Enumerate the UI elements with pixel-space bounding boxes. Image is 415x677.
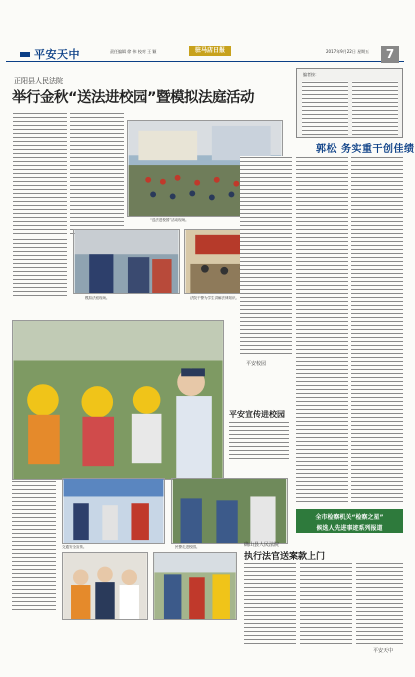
promo-caption-column	[12, 480, 56, 610]
masthead	[6, 46, 409, 60]
masthead-rule	[6, 61, 404, 62]
lead-kicker: 正阳县人民法院	[14, 77, 63, 85]
section-title: 平安天中	[34, 48, 80, 61]
lead-caption-2: 模拟法庭现场。	[85, 296, 110, 300]
promo-photo-students	[62, 552, 148, 620]
profile-text-column-1	[296, 156, 348, 504]
promo-logo: 平安校园	[246, 361, 267, 367]
promo-photo-traffic	[62, 478, 165, 544]
promo-caption-1: 交通安全宣传。	[62, 545, 87, 549]
lead-text-column-1	[13, 112, 67, 234]
lead-caption-3: 法院干警为学生讲解法律知识。	[190, 296, 239, 300]
series-banner	[296, 509, 403, 533]
lead-photo-court	[73, 229, 180, 294]
promo-caption-2: 民警走进校园。	[175, 545, 200, 549]
footer-logo: 平安天中	[373, 648, 394, 654]
bottom-title: 执行法官送案款上门	[244, 552, 326, 562]
promo-photo-main	[12, 320, 224, 480]
promo-photo-police	[171, 478, 288, 544]
lead-caption-1: “送法进校园”活动现场。	[150, 218, 189, 222]
lead-headline: 举行金秋“送法进校园”暨模拟法庭活动	[12, 90, 255, 106]
editor-note-label: 编者按：	[303, 72, 319, 77]
editor-note-box	[296, 68, 403, 138]
page-number: 7	[381, 46, 399, 63]
profile-text-column-2	[351, 156, 403, 504]
profile-title: 郭松 务实重干创佳绩	[316, 144, 415, 155]
issue-date: 2017年9月22日 星期五	[326, 49, 370, 54]
banner-line-1: 全市检察机关“检察之星”	[315, 514, 384, 521]
promo-text	[229, 421, 289, 459]
bottom-text-column-2	[300, 562, 352, 644]
promo-title: 平安宣传进校园	[229, 410, 285, 419]
lead-text-column-2	[70, 112, 124, 234]
editor-line: 责任编辑 徐 伟 校对 王 颖	[110, 49, 157, 54]
bottom-kicker: 确山县人民法院	[244, 542, 280, 548]
banner-line-2: 候选人先进事迹系列报道	[316, 525, 383, 532]
lead-text-column-3	[13, 238, 67, 298]
bottom-text-column-3	[356, 562, 403, 644]
bottom-text-column-1	[244, 562, 296, 644]
profile-text-column-0	[240, 156, 292, 354]
newspaper-logo: 驻马店日报	[189, 46, 231, 56]
promo-photo-outdoor	[153, 552, 237, 620]
masthead-accent-bar	[20, 52, 30, 57]
